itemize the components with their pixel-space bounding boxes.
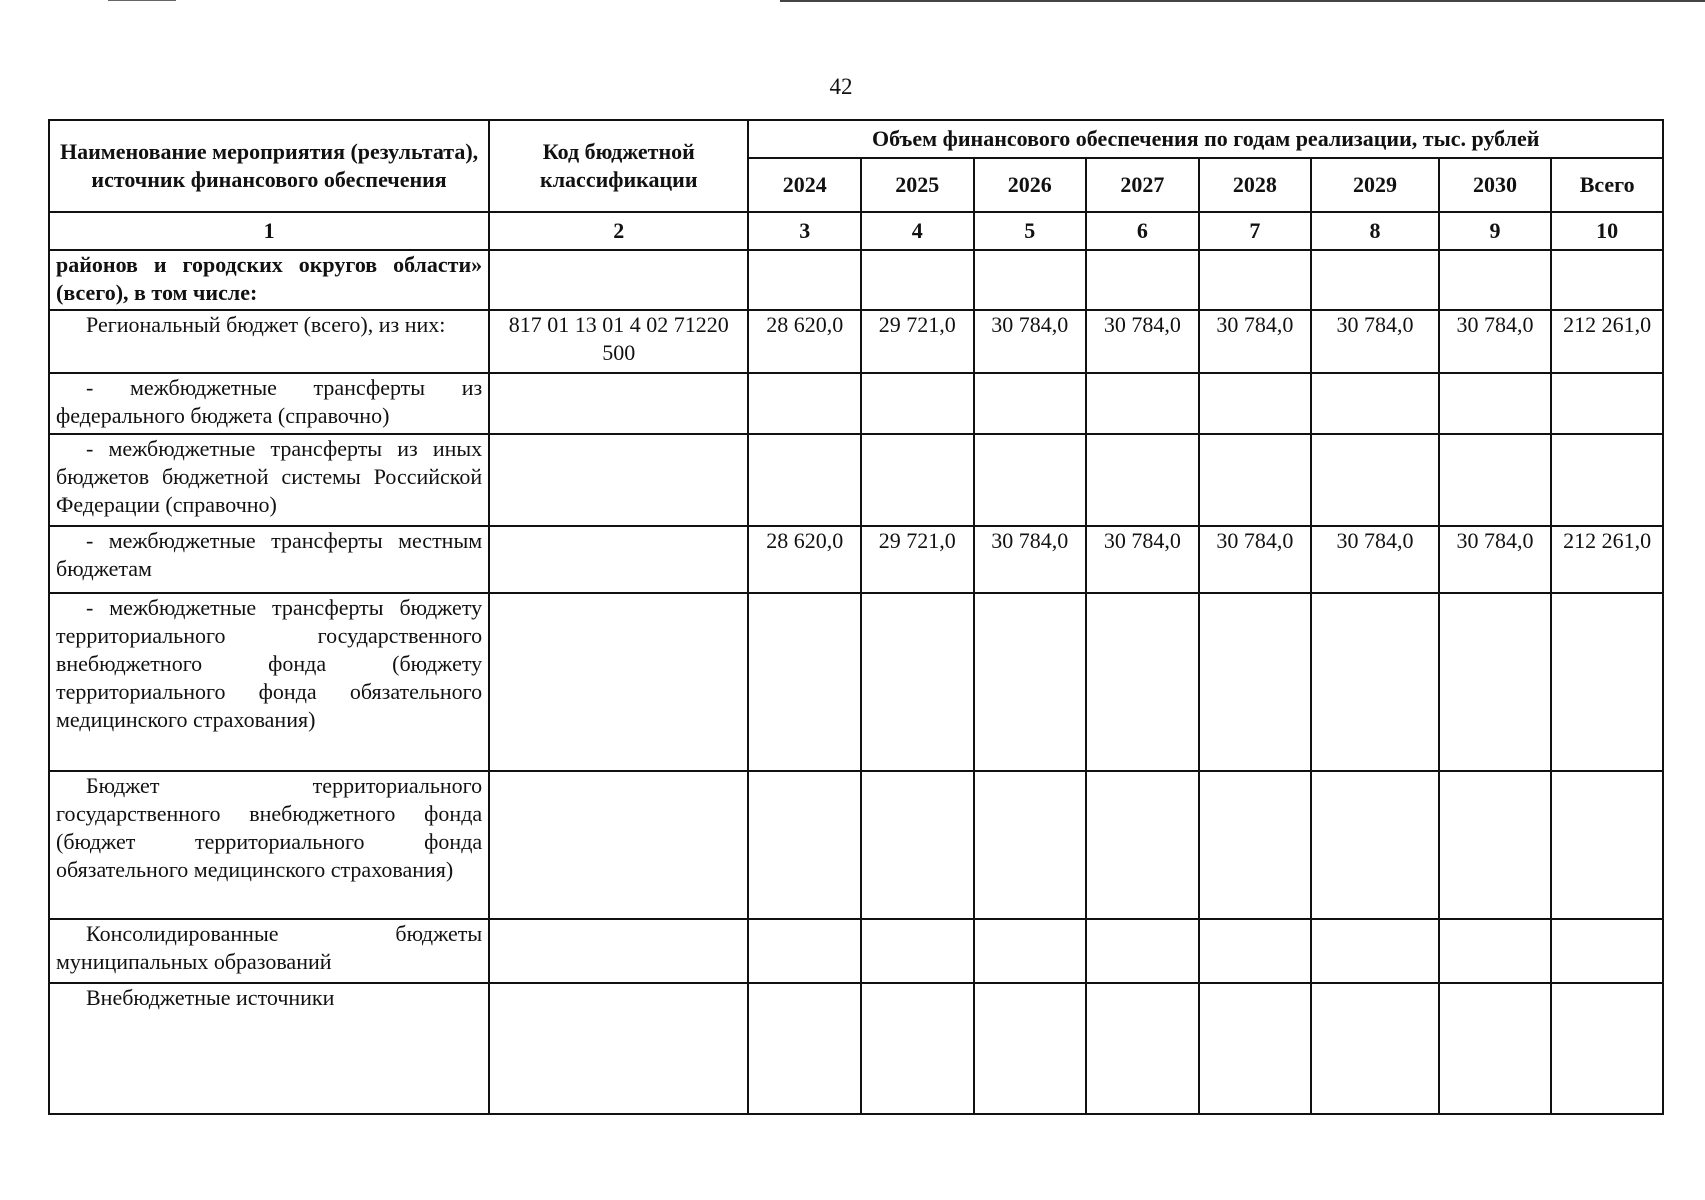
- table-row: [49, 310, 1663, 373]
- header-year: 2026: [974, 158, 1087, 212]
- row-value: [1086, 919, 1199, 983]
- row-value: [861, 373, 974, 434]
- row-value: [748, 250, 861, 310]
- row-value: [1311, 250, 1439, 310]
- row-value: [1199, 434, 1312, 526]
- row-value: [1086, 434, 1199, 526]
- row-value: [1439, 434, 1552, 526]
- row-value: 28 620,0: [748, 526, 861, 593]
- header-name: Наименование мероприятия (результата), источник финансового обеспечения: [49, 120, 489, 212]
- row-name: Бюджет территориального государственного внебюджетного фонда (бюджет территориального фонда обязательного медицинского страхования): [49, 771, 489, 919]
- row-total: [1551, 434, 1663, 526]
- header-year: 2029: [1311, 158, 1439, 212]
- header-year: 2025: [861, 158, 974, 212]
- header-year: 2027: [1086, 158, 1199, 212]
- row-value: 29 721,0: [861, 310, 974, 373]
- header-year: 2030: [1439, 158, 1552, 212]
- row-name: - межбюджетные трансферты бюджету территориального государственного внебюджетного фонда (бюджету территориального фонда обязательного медицинского страхования): [49, 593, 489, 771]
- row-value: [748, 771, 861, 919]
- row-value: [861, 771, 974, 919]
- row-value: [974, 593, 1087, 771]
- row-code: 817 01 13 01 4 02 71220 500: [489, 310, 748, 373]
- row-code: [489, 373, 748, 434]
- row-value: [974, 983, 1087, 1114]
- row-value: 30 784,0: [1086, 526, 1199, 593]
- row-value: [1311, 983, 1439, 1114]
- table-row: [49, 919, 1663, 983]
- row-value: [861, 919, 974, 983]
- row-name: Региональный бюджет (всего), из них:: [49, 310, 489, 373]
- column-number: 4: [861, 212, 974, 250]
- table-row: [49, 983, 1663, 1114]
- row-value: [748, 593, 861, 771]
- row-value: [748, 919, 861, 983]
- row-value: [974, 250, 1087, 310]
- row-value: [748, 983, 861, 1114]
- row-value: 30 784,0: [974, 526, 1087, 593]
- row-value: [1439, 250, 1552, 310]
- row-code: [489, 593, 748, 771]
- column-number: 8: [1311, 212, 1439, 250]
- row-value: [974, 919, 1087, 983]
- row-value: [748, 434, 861, 526]
- row-value: [1311, 771, 1439, 919]
- header-total: Всего: [1551, 158, 1663, 212]
- row-value: [1086, 250, 1199, 310]
- row-value: [1311, 434, 1439, 526]
- row-value: 30 784,0: [1439, 526, 1552, 593]
- row-value: [974, 771, 1087, 919]
- row-value: [1199, 593, 1312, 771]
- row-total: 212 261,0: [1551, 526, 1663, 593]
- row-name: - межбюджетные трансферты из иных бюджетов бюджетной системы Российской Федерации (справочно): [49, 434, 489, 526]
- row-total: [1551, 919, 1663, 983]
- scan-edge-line-left: [108, 0, 176, 1]
- column-number: 3: [748, 212, 861, 250]
- row-value: [861, 593, 974, 771]
- row-value: [1086, 983, 1199, 1114]
- row-value: 30 784,0: [1311, 310, 1439, 373]
- row-value: [1199, 983, 1312, 1114]
- row-total: [1551, 983, 1663, 1114]
- page-number: 42: [829, 74, 853, 99]
- row-value: [1086, 593, 1199, 771]
- row-total: [1551, 250, 1663, 310]
- row-value: [748, 373, 861, 434]
- row-value: 30 784,0: [1199, 310, 1312, 373]
- column-number: 2: [489, 212, 748, 250]
- row-value: [1439, 983, 1552, 1114]
- row-value: [1439, 919, 1552, 983]
- row-value: [1439, 771, 1552, 919]
- row-total: [1551, 771, 1663, 919]
- row-value: [861, 434, 974, 526]
- header-year: 2028: [1199, 158, 1312, 212]
- row-code: [489, 771, 748, 919]
- row-value: 28 620,0: [748, 310, 861, 373]
- table-row: [49, 526, 1663, 593]
- table-row: [49, 593, 1663, 771]
- row-value: [1199, 373, 1312, 434]
- row-code: [489, 250, 748, 310]
- row-value: [1311, 373, 1439, 434]
- row-name: Внебюджетные источники: [49, 983, 489, 1114]
- row-value: [1199, 771, 1312, 919]
- row-value: [1199, 250, 1312, 310]
- column-number: 6: [1086, 212, 1199, 250]
- header-year: 2024: [748, 158, 861, 212]
- row-name: районов и городских округов области» (всего), в том числе:: [49, 250, 489, 310]
- table-row: [49, 771, 1663, 919]
- row-total: 212 261,0: [1551, 310, 1663, 373]
- column-number: 1: [49, 212, 489, 250]
- row-value: [1439, 373, 1552, 434]
- row-code: [489, 983, 748, 1114]
- row-value: [1086, 771, 1199, 919]
- scan-edge-line-right: [780, 0, 1705, 2]
- row-name: Консолидированные бюджеты муниципальных образований: [49, 919, 489, 983]
- row-value: [861, 250, 974, 310]
- row-value: [1311, 919, 1439, 983]
- header-code: Код бюджетной классификации: [489, 120, 748, 212]
- row-value: [1199, 919, 1312, 983]
- column-number: 9: [1439, 212, 1552, 250]
- row-value: [1439, 593, 1552, 771]
- header-volume: Объем финансового обеспечения по годам реализации, тыс. рублей: [748, 120, 1663, 158]
- table-row: [49, 373, 1663, 434]
- table-row: [49, 434, 1663, 526]
- row-total: [1551, 593, 1663, 771]
- column-number: 7: [1199, 212, 1312, 250]
- row-value: [974, 434, 1087, 526]
- row-name: - межбюджетные трансферты местным бюджетам: [49, 526, 489, 593]
- row-value: 30 784,0: [1199, 526, 1312, 593]
- row-code: [489, 434, 748, 526]
- row-value: [1086, 373, 1199, 434]
- row-value: 30 784,0: [1439, 310, 1552, 373]
- row-value: 29 721,0: [861, 526, 974, 593]
- row-code: [489, 526, 748, 593]
- row-value: [974, 373, 1087, 434]
- row-value: 30 784,0: [1086, 310, 1199, 373]
- row-value: 30 784,0: [974, 310, 1087, 373]
- column-number: 10: [1551, 212, 1663, 250]
- row-total: [1551, 373, 1663, 434]
- row-code: [489, 919, 748, 983]
- row-value: 30 784,0: [1311, 526, 1439, 593]
- table-row: [49, 250, 1663, 310]
- column-number: 5: [974, 212, 1087, 250]
- row-value: [1311, 593, 1439, 771]
- financing-table: [48, 119, 1664, 1115]
- row-name: - межбюджетные трансферты из федерального бюджета (справочно): [49, 373, 489, 434]
- row-value: [861, 983, 974, 1114]
